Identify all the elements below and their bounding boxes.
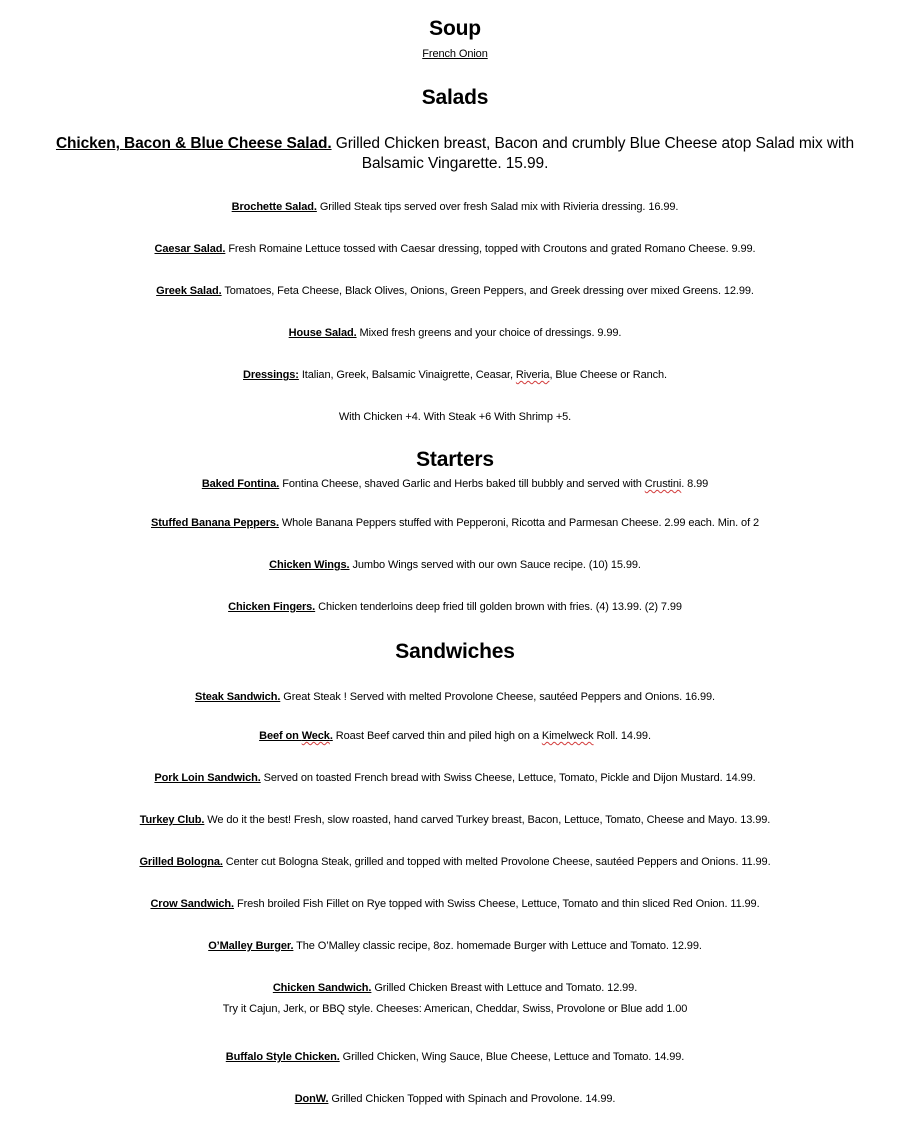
item-description: We do it the best! Fresh, slow roasted, hand carved Turkey breast, Bacon, Lettuce, Tomato, Cheese and Mayo. 13.99. bbox=[204, 814, 771, 826]
item-description-end: . 8.99 bbox=[681, 478, 709, 490]
menu-item-brochette-salad bbox=[0, 197, 910, 217]
item-name: House Salad. bbox=[288, 327, 357, 339]
item-description-end: , Blue Cheese or Ranch. bbox=[549, 369, 667, 381]
item-name: Crow Sandwich. bbox=[150, 898, 234, 910]
item-name-start: Beef on bbox=[259, 730, 302, 742]
item-name: Dressings: bbox=[243, 369, 299, 381]
item-description: Italian, Greek, Balsamic Vinaigrette, Ceasar, bbox=[298, 369, 516, 381]
menu-item-crow-sandwich bbox=[0, 894, 910, 914]
item-description: The O’Malley classic recipe, 8oz. homemade Burger with Lettuce and Tomato. 12.99. bbox=[293, 940, 702, 952]
sandwiches-heading: Sandwiches bbox=[395, 640, 515, 663]
item-description-end: Roll. 14.99. bbox=[593, 730, 651, 742]
chicken-sandwich-note: Try it Cajun, Jerk, or BBQ style. Cheeses: American, Cheddar, Swiss, Provolone or Blue add 1.00 bbox=[222, 1003, 688, 1015]
soup-item bbox=[0, 44, 910, 64]
menu-item-baked-fontina bbox=[0, 474, 910, 494]
item-description: Great Steak ! Served with melted Provolone Cheese, sautéed Peppers and Onions. 16.99. bbox=[280, 691, 716, 703]
item-description: Grilled Chicken breast, Bacon and crumbly Blue Cheese atop Salad mix with Balsamic Vingarette. 15.99. bbox=[331, 135, 855, 172]
spellcheck-flagged-word: Weck bbox=[301, 730, 330, 742]
item-name: Chicken, Bacon & Blue Cheese Salad. bbox=[55, 135, 332, 152]
menu-item-greek-salad bbox=[0, 281, 910, 301]
menu-item-chicken-fingers bbox=[0, 597, 910, 617]
item-name: Baked Fontina. bbox=[201, 478, 280, 490]
item-description: Center cut Bologna Steak, grilled and topped with melted Provolone Cheese, sautéed Peppers and Onions. 11.99. bbox=[222, 856, 771, 868]
menu-item-caesar-salad bbox=[0, 239, 910, 259]
menu-item-house-salad bbox=[0, 323, 910, 343]
soup-heading: Soup bbox=[429, 17, 481, 40]
menu-item-stuffed-banana-peppers bbox=[0, 513, 910, 533]
item-name: O’Malley Burger. bbox=[208, 940, 294, 952]
spellcheck-flagged-word: Kimelweck bbox=[541, 730, 594, 742]
menu-item-beef-on-weck bbox=[0, 726, 910, 746]
menu-item-donw bbox=[0, 1089, 910, 1109]
item-description: Grilled Chicken, Wing Sauce, Blue Cheese, Lettuce and Tomato. 14.99. bbox=[339, 1051, 685, 1063]
salads-heading: Salads bbox=[421, 86, 489, 109]
menu-item-omalley-burger bbox=[0, 936, 910, 956]
item-description: Served on toasted French bread with Swiss Cheese, Lettuce, Tomato, Pickle and Dijon Mustard. 14.99. bbox=[260, 772, 756, 784]
menu-item-turkey-club bbox=[0, 810, 910, 830]
item-description: Jumbo Wings served with our own Sauce recipe. (10) 15.99. bbox=[349, 559, 641, 571]
spellcheck-flagged-word: Crustini bbox=[644, 478, 682, 490]
item-description: Mixed fresh greens and your choice of dressings. 9.99. bbox=[356, 327, 622, 339]
item-description: Roast Beef carved thin and piled high on a bbox=[332, 730, 542, 742]
item-description: Fresh broiled Fish Fillet on Rye topped with Swiss Cheese, Lettuce, Tomato and thin sliced Red Onion. 11.99. bbox=[234, 898, 760, 910]
item-description: Grilled Chicken Topped with Spinach and Provolone. 14.99. bbox=[328, 1093, 616, 1105]
item-name: Caesar Salad. bbox=[154, 243, 226, 255]
item-name: Pork Loin Sandwich. bbox=[154, 772, 261, 784]
menu-item-chicken-bacon-blue-cheese-salad bbox=[0, 134, 910, 174]
item-description: Tomatoes, Feta Cheese, Black Olives, Onions, Green Peppers, and Greek dressing over mixed Greens. 12.99. bbox=[221, 285, 754, 297]
item-description: Whole Banana Peppers stuffed with Pepperoni, Ricotta and Parmesan Cheese. 2.99 each. Min. of 2 bbox=[278, 517, 759, 529]
item-name: Grilled Bologna. bbox=[139, 856, 223, 868]
menu-item-grilled-bologna bbox=[0, 852, 910, 872]
item-name: Chicken Sandwich. bbox=[272, 982, 372, 994]
menu-item-buffalo-style-chicken bbox=[0, 1047, 910, 1067]
item-name: Greek Salad. bbox=[156, 285, 222, 297]
menu-item-pork-loin-sandwich bbox=[0, 768, 910, 788]
menu-item-steak-sandwich bbox=[0, 687, 910, 707]
spellcheck-flagged-word: Riveria bbox=[515, 369, 550, 381]
item-description: Fontina Cheese, shaved Garlic and Herbs baked till bubbly and served with bbox=[279, 478, 645, 490]
item-name-end: . bbox=[329, 730, 333, 742]
menu-item-chicken-sandwich bbox=[0, 978, 910, 998]
starters-heading: Starters bbox=[416, 448, 494, 471]
item-description: Grilled Steak tips served over fresh Salad mix with Rivieria dressing. 16.99. bbox=[316, 201, 679, 213]
menu-item-chicken-wings bbox=[0, 555, 910, 575]
soup-item-name: French Onion bbox=[422, 48, 488, 60]
item-name: Stuffed Banana Peppers. bbox=[151, 517, 279, 529]
item-name: Chicken Fingers. bbox=[228, 601, 316, 613]
salad-addons: With Chicken +4. With Steak +6 With Shrimp +5. bbox=[338, 411, 572, 423]
item-name: Turkey Club. bbox=[139, 814, 205, 826]
item-name: Buffalo Style Chicken. bbox=[225, 1051, 340, 1063]
item-name bbox=[259, 730, 333, 742]
item-description: Grilled Chicken Breast with Lettuce and Tomato. 12.99. bbox=[371, 982, 638, 994]
item-description: Fresh Romaine Lettuce tossed with Caesar dressing, topped with Croutons and grated Romano Cheese. 9.99. bbox=[225, 243, 756, 255]
item-name: DonW. bbox=[294, 1093, 329, 1105]
menu-item-dressings bbox=[0, 365, 910, 385]
item-name: Steak Sandwich. bbox=[194, 691, 281, 703]
item-name: Chicken Wings. bbox=[269, 559, 350, 571]
item-name: Brochette Salad. bbox=[231, 201, 317, 213]
item-description: Chicken tenderloins deep fried till golden brown with fries. (4) 13.99. (2) 7.99 bbox=[315, 601, 682, 613]
